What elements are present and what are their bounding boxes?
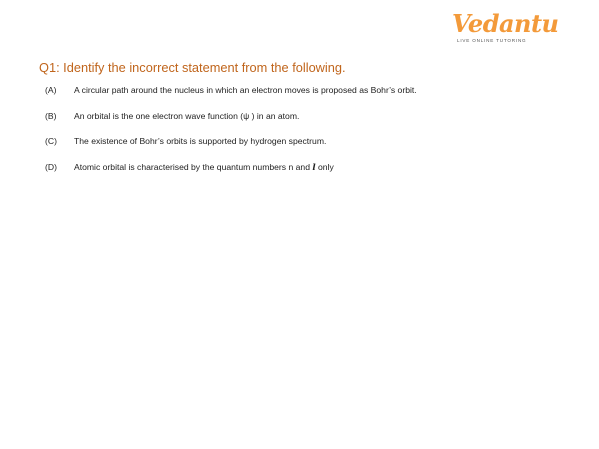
logo-wordmark: Vedantu bbox=[452, 9, 559, 38]
option-letter: (D) bbox=[45, 162, 57, 172]
option-text bbox=[74, 160, 334, 175]
option-text-after: only bbox=[315, 162, 334, 172]
azimuthal-quantum-number-symbol: l bbox=[312, 163, 316, 173]
option-letter: (C) bbox=[45, 136, 57, 146]
question-title: Q1: Identify the incorrect statement from the following. bbox=[39, 60, 346, 75]
option-letter: (B) bbox=[45, 111, 57, 121]
vedantu-logo bbox=[452, 9, 559, 46]
option-text: An orbital is the one electron wave function (ψ ) in an atom. bbox=[74, 111, 300, 121]
option-text-before: Atomic orbital is characterised by the quantum numbers n and bbox=[74, 162, 313, 172]
option-text: A circular path around the nucleus in which an electron moves is proposed as Bohr’s orbit. bbox=[74, 85, 417, 95]
option-letter: (A) bbox=[45, 85, 57, 95]
logo-tagline: LIVE ONLINE TUTORING bbox=[457, 38, 527, 43]
option-text: The existence of Bohr’s orbits is supported by hydrogen spectrum. bbox=[74, 136, 327, 146]
